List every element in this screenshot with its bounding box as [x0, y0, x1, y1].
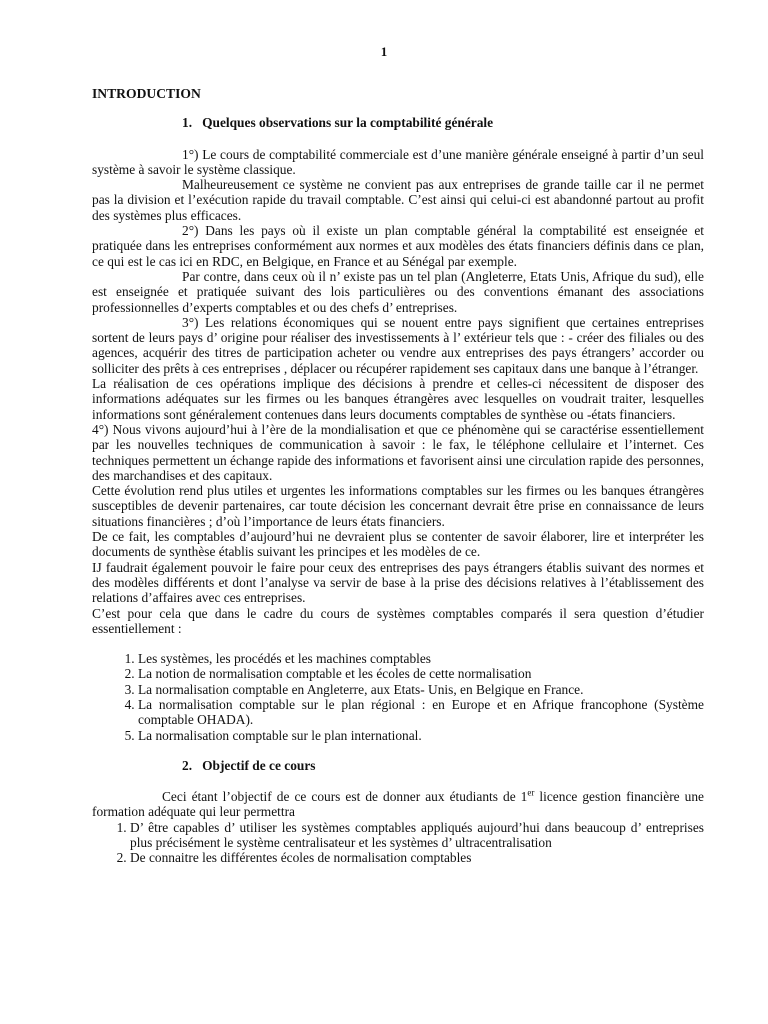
paragraph-3: 2°) Dans les pays où il existe un plan comptable général la comptabilité est enseignée et pratiquée dans les entreprises conformément aux normes et aux modèles des états financiers définis dans ce plan, ce qui est le cas ici en RDC, en Belgique, en France et au Sénégal par exemple. [92, 223, 704, 269]
paragraph-11: C’est pour cela que dans le cadre du cours de systèmes comptables comparés il sera question d’étudier essentiellement : [92, 605, 704, 636]
section-2-title: 2. Objectif de ce cours [182, 757, 316, 773]
paragraph-4: Par contre, dans ceux où il n’ existe pas un tel plan (Angleterre, Etats Unis, Afrique du sud), elle est enseignée et pratiquée suivant des lois particulières ou des conventions émanant des associations professionnelles d’experts comptables et ou des chefs d’ entreprises. [92, 268, 704, 315]
paragraph-2: Malheureusement ce système ne convient pas aux entreprises de grande taille car il ne permet pas la division et l’exécution rapide du travail comptable. C’est ainsi qui celui-ci est abandonné partout au profit des systèmes plus efficaces. [92, 177, 704, 223]
objective-intro-a: Ceci étant l’objectif de ce cours est de donner aux étudiants de 1 [162, 789, 528, 805]
document-body [92, 86, 704, 866]
course-topics-list [92, 651, 704, 743]
list-item: 1. Les systèmes, les procédés et les machines comptables [138, 651, 704, 666]
page-number: 1 [380, 44, 388, 59]
heading-introduction: INTRODUCTION [92, 86, 201, 101]
list-item: 1. D’ être capables d’ utiliser les systèmes comptables appliqués aujourd’hui dans beaucoup d’ entreprises plus précisément le système centralisateur et les systèmes d’ ultracentralisation [130, 820, 704, 851]
section-1-title: 1. Quelques observations sur la comptabilité générale [182, 115, 494, 131]
list-item: 3. La normalisation comptable en Angleterre, aux Etats- Unis, en Belgique en France. [138, 682, 704, 697]
paragraph-8: Cette évolution rend plus utiles et urgentes les informations comptables sur les firmes ou les banques étrangères susceptibles de devenir partenaires, car toute décision les concernant devrait être prise en connaissance de leurs situations financières ; d’où l’importance de leurs états financiers. [92, 483, 704, 529]
paragraph-7: 4°) Nous vivons aujourd’hui à l’ère de la mondialisation et que ce phénomène qui se caractérise essentiellement par les nouvelles techniques de communication à savoir : le fax, le téléphone cellulaire et l’internet. Ces techniques permettent un échange rapide des informations et favorisent ainsi une circulation rapide des personnes, des marchandises et des capitaux. [92, 421, 704, 483]
objectives-list [92, 820, 704, 866]
paragraph-6: La réalisation de ces opérations implique des décisions à prendre et celles-ci nécessitent de disposer des informations adéquates sur les firmes ou les banques étrangères avec lesquelles on voudrait traiter, lesquelles informations sont généralement contenues dans leurs documents comptables de synthèse ou -états financiers. [92, 376, 704, 422]
list-item: 5. La normalisation comptable sur le plan international. [138, 728, 704, 743]
objective-intro [92, 789, 704, 820]
paragraph-10: IJ faudrait également pouvoir le faire pour ceux des entreprises des pays étrangers établis suivant des normes et des modèles différents et dont l’analyse va servir de base à la prise des décisions relatives à l’établissement des relations d’affaires avec ces entreprises. [92, 559, 704, 606]
list-item: 4. La normalisation comptable sur le plan régional : en Europe et en Afrique francophone (Système comptable OHADA). [138, 697, 704, 728]
spacer [92, 636, 704, 651]
list-item: 2. La notion de normalisation comptable et les écoles de cette normalisation [138, 666, 704, 681]
spacer [92, 743, 704, 758]
paragraph-1: 1°) Le cours de comptabilité commerciale est d’une manière générale enseigné à partir d’un seul système à savoir le système classique. [92, 146, 704, 177]
objective-intro-b: licence gestion financière une formation adéquate qui leur permettra [92, 789, 704, 820]
list-item: 2. De connaitre les différentes écoles de normalisation comptables [130, 850, 704, 865]
objective-intro-sup: er [527, 787, 535, 798]
paragraph-5: 3°) Les relations économiques qui se nouent entre pays signifient que certaines entreprises sortent de leurs pays d’ origine pour réaliser des investissements à l’ extérieur tels que : - créer des filiales ou des agences, acquérir des titres de participation acheter ou vendre aux entreprises des pays étrangers’ accorder ou solliciter des prêts à ces entreprises , déplacer ou récupérer rapidement ses capitaux dans une banque à l’étranger. [92, 314, 704, 376]
paragraph-9: De ce fait, les comptables d’aujourd’hui ne devraient plus se contenter de savoir élaborer, lire et interpréter les documents de synthèse établis suivant les principes et les modèles de ce. [92, 529, 704, 560]
